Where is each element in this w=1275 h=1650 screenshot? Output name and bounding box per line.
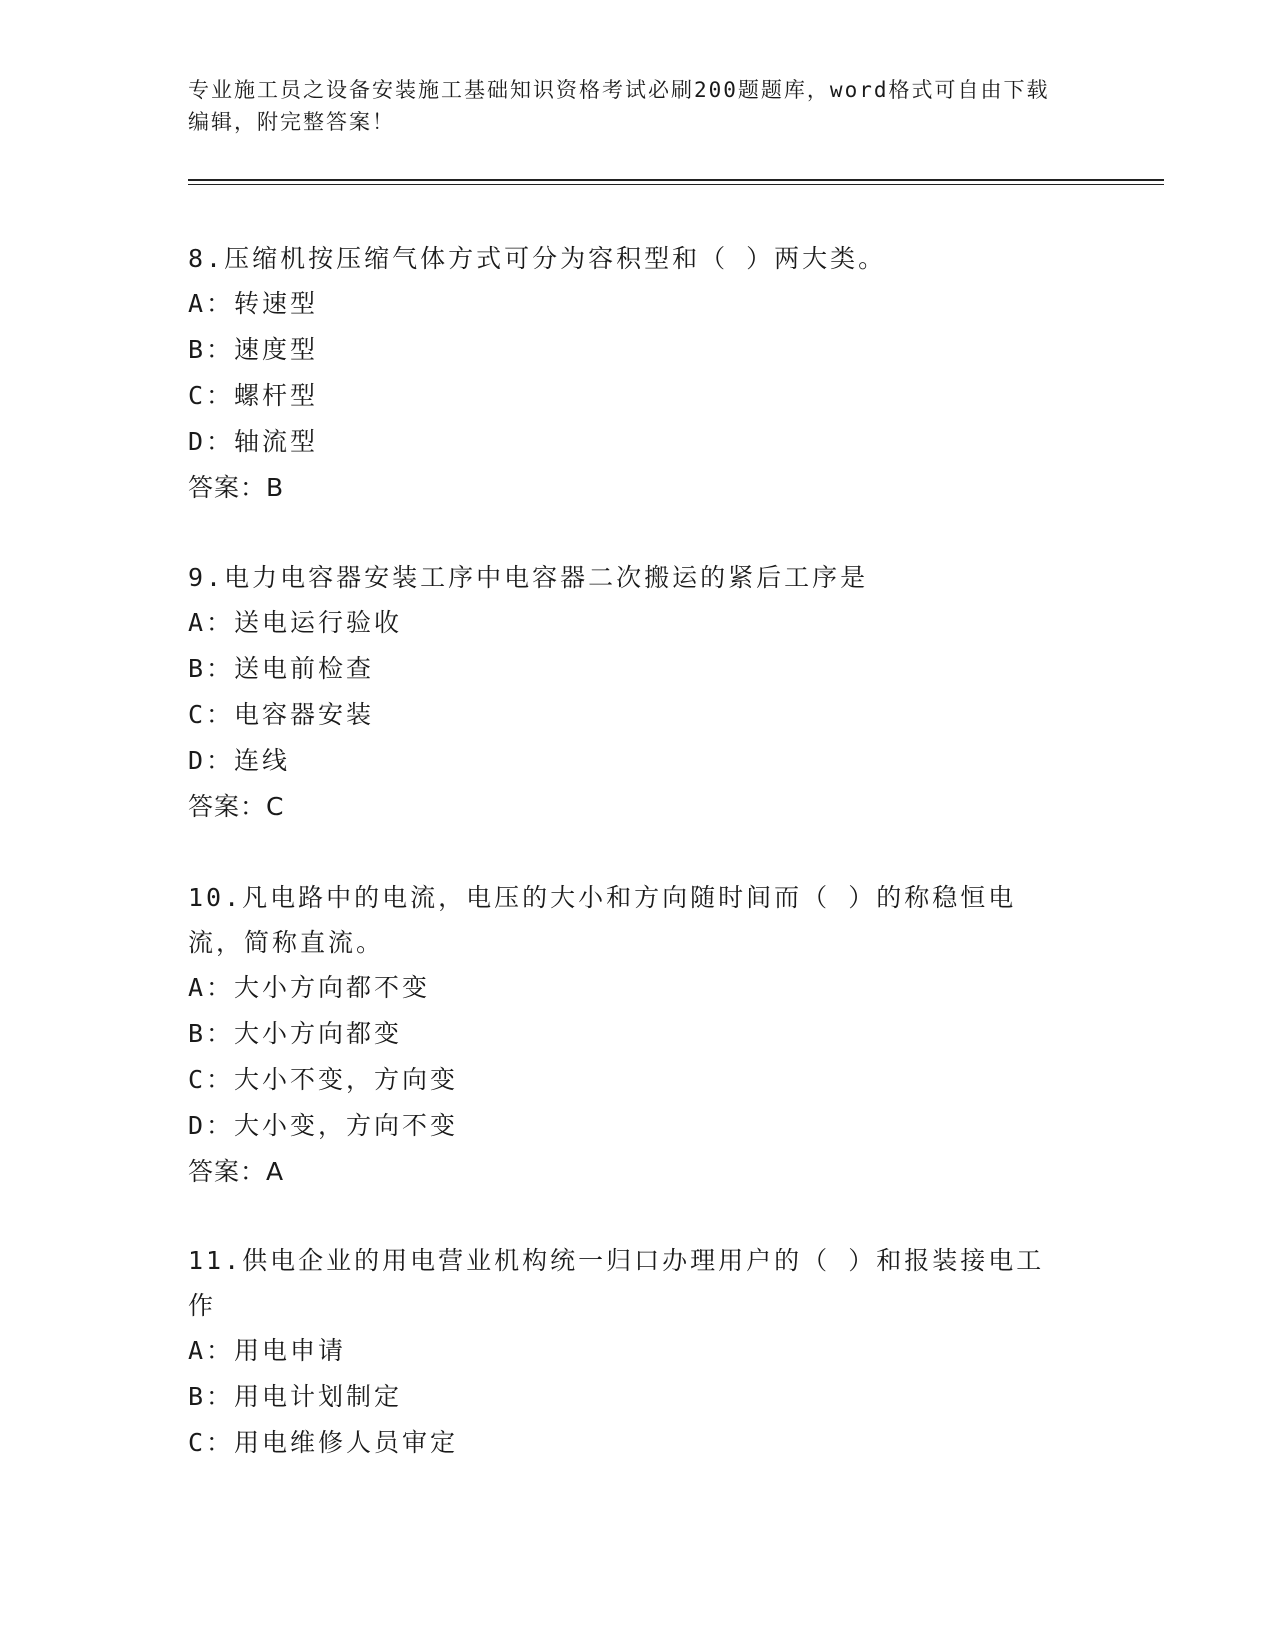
question-9 xyxy=(188,555,1068,830)
option-d: D：轴流型 xyxy=(188,427,319,456)
answer-line xyxy=(188,1149,1068,1195)
option-b: B：送电前检查 xyxy=(188,654,375,683)
option-c: C：螺杆型 xyxy=(188,381,319,410)
question-stem: 11.供电企业的用电营业机构统一归口办理用户的（ ）和报装接电工作 xyxy=(188,1246,1045,1320)
answer-label: 答案： xyxy=(188,473,267,502)
option-a: A：用电申请 xyxy=(188,1336,347,1365)
option-a: A：送电运行验收 xyxy=(188,608,403,637)
option-b: B：用电计划制定 xyxy=(188,1382,403,1411)
option-d: D：大小变，方向不变 xyxy=(188,1111,459,1140)
question-8 xyxy=(188,236,1068,511)
question-stem: 10.凡电路中的电流，电压的大小和方向随时间而（ ）的称稳恒电流，简称直流。 xyxy=(188,883,1017,957)
document-header: 专业施工员之设备安装施工基础知识资格考试必刷200题题库，word格式可自由下载编辑，附完整答案！ xyxy=(188,78,1050,134)
question-stem: 8.压缩机按压缩气体方式可分为容积型和（ ）两大类。 xyxy=(188,244,887,273)
option-a: A：大小方向都不变 xyxy=(188,973,431,1002)
option-b: B：速度型 xyxy=(188,335,319,364)
option-c: C：电容器安装 xyxy=(188,700,375,729)
option-c: C：大小不变，方向变 xyxy=(188,1065,459,1094)
question-stem: 9.电力电容器安装工序中电容器二次搬运的紧后工序是 xyxy=(188,563,869,592)
answer-line xyxy=(188,784,1068,830)
answer-value: B xyxy=(266,473,287,502)
option-b: B：大小方向都变 xyxy=(188,1019,403,1048)
header-divider-thin xyxy=(188,184,1164,185)
question-11 xyxy=(188,1238,1068,1466)
answer-line xyxy=(188,465,1068,511)
option-a: A：转速型 xyxy=(188,289,319,318)
question-10 xyxy=(188,875,1068,1195)
answer-label: 答案： xyxy=(188,792,267,821)
option-d: D：连线 xyxy=(188,746,291,775)
option-c: C：用电维修人员审定 xyxy=(188,1428,459,1457)
answer-value: A xyxy=(266,1157,287,1186)
answer-label: 答案： xyxy=(188,1157,267,1186)
answer-value: C xyxy=(266,792,287,821)
header-divider-thick xyxy=(188,179,1164,181)
